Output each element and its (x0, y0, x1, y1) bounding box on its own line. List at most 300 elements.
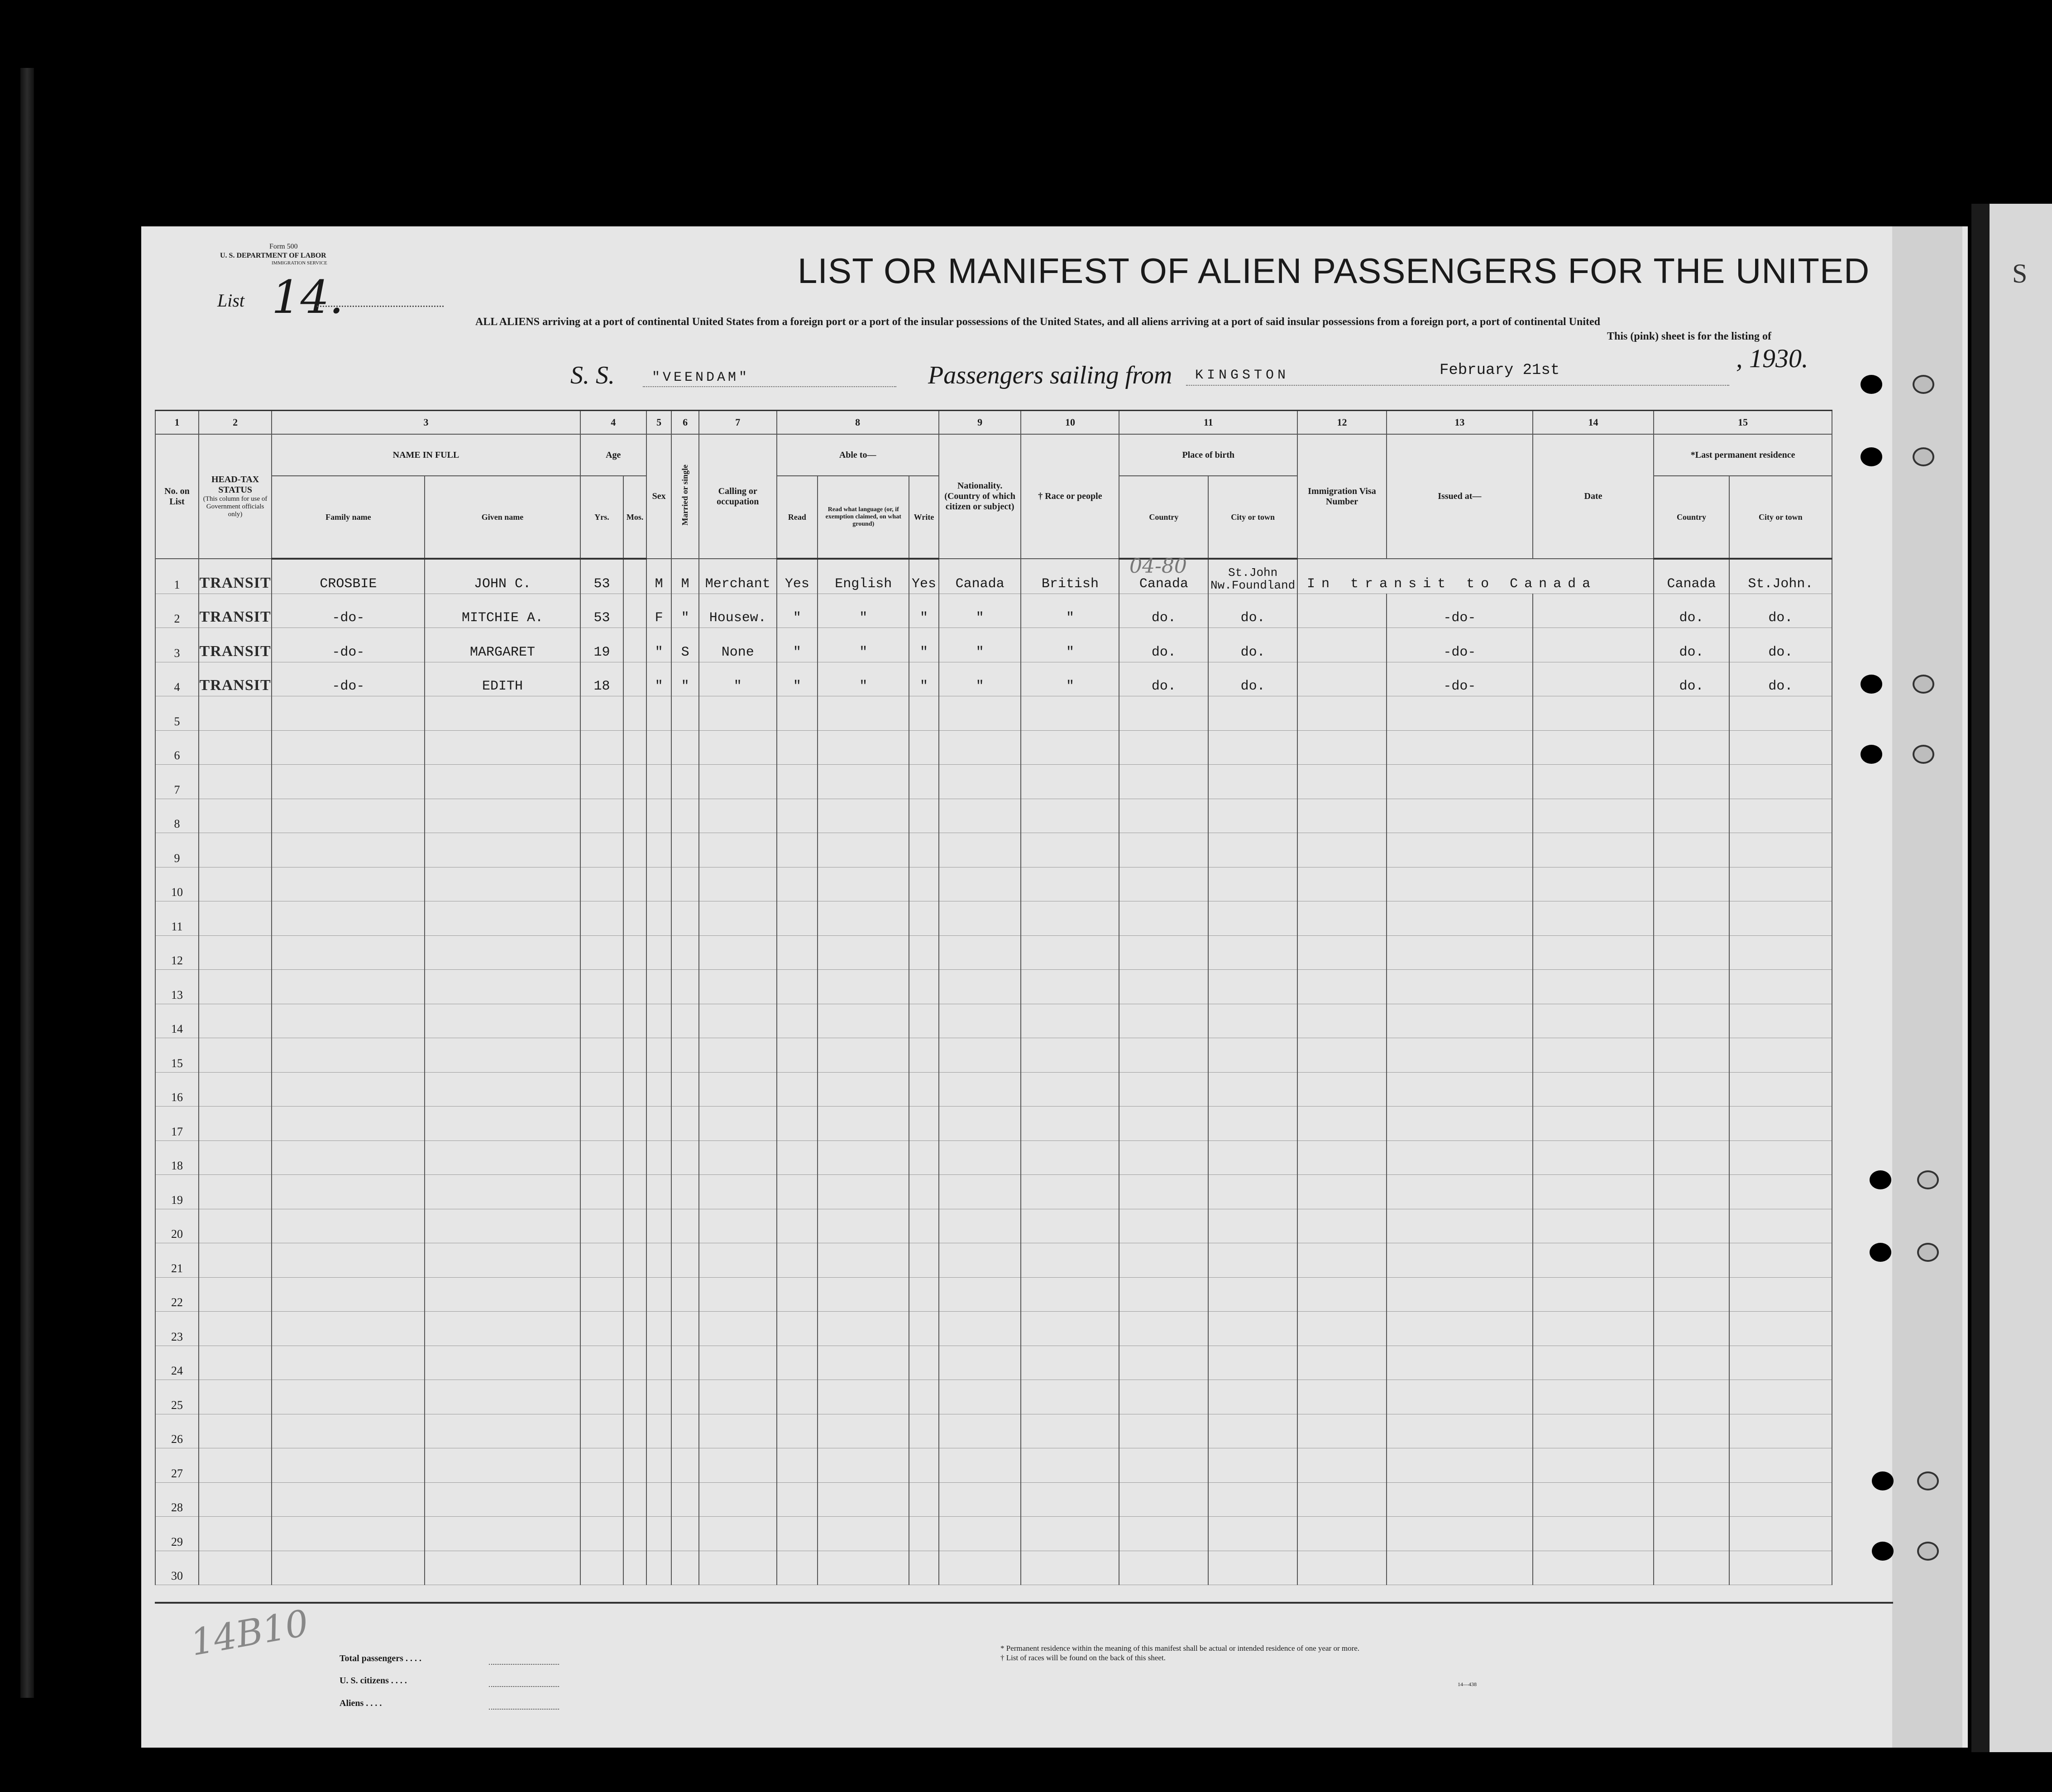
empty-cell (777, 901, 818, 936)
empty-cell (199, 1517, 272, 1551)
empty-cell (199, 1209, 272, 1243)
empty-cell (1654, 935, 1729, 970)
col-num: 3 (272, 411, 580, 435)
empty-cell (1729, 901, 1832, 936)
manifest-table (155, 410, 1832, 1585)
empty-cell (199, 1072, 272, 1107)
empty-cell (623, 730, 646, 765)
col-num: 2 (199, 411, 272, 435)
empty-cell (580, 1209, 624, 1243)
empty-cell (1208, 935, 1297, 970)
empty-cell (1387, 1517, 1533, 1551)
empty-cell (199, 1482, 272, 1517)
table-row (155, 594, 1832, 628)
empty-cell (425, 833, 580, 867)
empty-cell (1387, 730, 1533, 765)
empty-cell (425, 1072, 580, 1107)
can-read: Yes (777, 559, 818, 594)
empty-cell (1208, 1209, 1297, 1243)
list-label: List (217, 290, 245, 311)
empty-cell (671, 1517, 699, 1551)
empty-cell (909, 1414, 939, 1448)
language: " (818, 594, 909, 628)
empty-cell (646, 1346, 672, 1380)
empty-cell (580, 970, 624, 1004)
occupation: Merchant (699, 559, 777, 594)
empty-cell (699, 833, 777, 867)
empty-cell (1387, 1243, 1533, 1278)
empty-cell (1533, 1380, 1654, 1414)
empty-cell (1297, 1551, 1387, 1585)
empty-cell (1021, 970, 1119, 1004)
empty-cell (425, 1448, 580, 1483)
empty-cell (580, 1380, 624, 1414)
empty-cell (199, 765, 272, 799)
empty-cell (1021, 799, 1119, 833)
empty-cell (1119, 1482, 1208, 1517)
language: " (818, 662, 909, 696)
table-row (155, 1004, 1832, 1038)
residence-city: do. (1729, 662, 1832, 696)
empty-cell (646, 1243, 672, 1278)
empty-cell (1119, 1380, 1208, 1414)
empty-cell (425, 901, 580, 936)
empty-cell (1119, 730, 1208, 765)
empty-cell (1297, 1140, 1387, 1175)
empty-cell (1387, 1380, 1533, 1414)
empty-cell (939, 833, 1021, 867)
empty-cell (1119, 1448, 1208, 1483)
family-name: -do- (272, 628, 425, 662)
film-edge (20, 68, 34, 1698)
empty-cell (425, 867, 580, 901)
empty-cell (671, 833, 699, 867)
empty-cell (1208, 1551, 1297, 1585)
empty-cell (1021, 867, 1119, 901)
empty-cell (671, 1209, 699, 1243)
empty-cell (1387, 696, 1533, 731)
empty-cell (623, 935, 646, 970)
empty-cell (1387, 1277, 1533, 1312)
age-years: 53 (580, 594, 624, 628)
empty-cell (272, 1140, 425, 1175)
occupation: Housew. (699, 594, 777, 628)
empty-cell (939, 1482, 1021, 1517)
empty-cell (777, 867, 818, 901)
empty-cell (1729, 1209, 1832, 1243)
race: " (1021, 594, 1119, 628)
empty-cell (1729, 1380, 1832, 1414)
empty-cell (818, 1209, 909, 1243)
visa-number (1297, 594, 1387, 628)
empty-cell (580, 1004, 624, 1038)
empty-cell (939, 1346, 1021, 1380)
empty-cell (671, 799, 699, 833)
col-num: 4 (580, 411, 646, 435)
empty-cell (1729, 1414, 1832, 1448)
empty-cell (425, 970, 580, 1004)
empty-cell (699, 1175, 777, 1209)
empty-cell (939, 1277, 1021, 1312)
empty-cell (1729, 1551, 1832, 1585)
empty-cell (1119, 1140, 1208, 1175)
empty-cell (1021, 1072, 1119, 1107)
empty-cell (699, 1517, 777, 1551)
empty-cell (909, 696, 939, 731)
empty-cell (939, 970, 1021, 1004)
empty-cell (1297, 901, 1387, 936)
empty-cell (1119, 1414, 1208, 1448)
empty-cell (199, 970, 272, 1004)
empty-cell (1387, 1346, 1533, 1380)
empty-cell (1119, 1175, 1208, 1209)
table-row (155, 833, 1832, 867)
sex: F (646, 594, 672, 628)
empty-cell (1533, 1243, 1654, 1278)
empty-cell (671, 1107, 699, 1141)
empty-cell (425, 935, 580, 970)
empty-cell (671, 970, 699, 1004)
table-row (155, 662, 1832, 696)
table-row (155, 1107, 1832, 1141)
empty-cell (425, 1175, 580, 1209)
calling-header: Calling or occupation (699, 434, 777, 559)
empty-cell (425, 1209, 580, 1243)
empty-cell (1021, 1175, 1119, 1209)
empty-cell (699, 765, 777, 799)
row-number: 30 (155, 1551, 199, 1585)
empty-cell (623, 901, 646, 936)
empty-cell (777, 1380, 818, 1414)
empty-cell (1297, 1107, 1387, 1141)
age-years: 53 (580, 559, 624, 594)
empty-cell (1533, 1209, 1654, 1243)
empty-cell (1533, 1346, 1654, 1380)
race-header: † Race or people (1021, 434, 1119, 559)
row-number: 18 (155, 1140, 199, 1175)
empty-cell (909, 901, 939, 936)
visa-date (1533, 594, 1654, 628)
empty-cell (818, 901, 909, 936)
total-passengers-line (489, 1664, 559, 1665)
empty-cell (580, 799, 624, 833)
empty-cell (909, 1072, 939, 1107)
empty-cell (939, 1380, 1021, 1414)
empty-cell (671, 1277, 699, 1312)
empty-cell (1387, 833, 1533, 867)
empty-cell (1729, 1004, 1832, 1038)
empty-cell (939, 1072, 1021, 1107)
us-citizens-label: U. S. citizens . . . . (340, 1676, 407, 1686)
age-months (623, 662, 646, 696)
empty-cell (646, 1380, 672, 1414)
table-row (155, 765, 1832, 799)
empty-cell (699, 696, 777, 731)
empty-cell (699, 1209, 777, 1243)
empty-cell (1297, 799, 1387, 833)
row-number: 15 (155, 1038, 199, 1073)
empty-cell (1533, 1482, 1654, 1517)
row-number: 2 (155, 594, 199, 628)
empty-cell (272, 1517, 425, 1551)
races-footnote: † List of races will be found on the back of this sheet. (1000, 1653, 1166, 1662)
row-number: 27 (155, 1448, 199, 1483)
empty-cell (272, 1004, 425, 1038)
empty-cell (272, 799, 425, 833)
table-row (155, 901, 1832, 936)
can-read: " (777, 594, 818, 628)
empty-cell (699, 1243, 777, 1278)
empty-cell (777, 1482, 818, 1517)
empty-cell (699, 1277, 777, 1312)
married-status: S (671, 628, 699, 662)
empty-cell (272, 1072, 425, 1107)
empty-cell (199, 1140, 272, 1175)
empty-cell (1654, 730, 1729, 765)
empty-cell (272, 1209, 425, 1243)
empty-cell (1119, 696, 1208, 731)
empty-cell (623, 1312, 646, 1346)
ss-label: S. S. (570, 361, 615, 389)
occupation: None (699, 628, 777, 662)
empty-cell (818, 696, 909, 731)
empty-cell (646, 1140, 672, 1175)
binding-hole-ring (1917, 1542, 1939, 1561)
residence-city: do. (1729, 628, 1832, 662)
date-underline (1186, 385, 1729, 386)
empty-cell (580, 1312, 624, 1346)
binding-hole (1872, 1542, 1894, 1561)
empty-cell (623, 799, 646, 833)
empty-cell (646, 1517, 672, 1551)
empty-cell (818, 1346, 909, 1380)
table-row (155, 1414, 1832, 1448)
empty-cell (909, 935, 939, 970)
row-number: 21 (155, 1243, 199, 1278)
empty-cell (1297, 1312, 1387, 1346)
age-years: 18 (580, 662, 624, 696)
total-passengers-label: Total passengers . . . . (340, 1653, 421, 1663)
empty-cell (1021, 730, 1119, 765)
empty-cell (272, 935, 425, 970)
empty-cell (580, 833, 624, 867)
empty-cell (425, 1038, 580, 1073)
empty-cell (1021, 935, 1119, 970)
service-name: IMMIGRATION SERVICE (272, 260, 327, 266)
empty-cell (623, 1140, 646, 1175)
empty-cell (1387, 1482, 1533, 1517)
col-num: 12 (1297, 411, 1387, 435)
empty-cell (1208, 696, 1297, 731)
empty-cell (699, 1346, 777, 1380)
empty-cell (699, 1107, 777, 1141)
family-name: CROSBIE (272, 559, 425, 594)
empty-cell (1208, 1004, 1297, 1038)
empty-cell (1387, 799, 1533, 833)
empty-cell (1021, 1346, 1119, 1380)
can-read: " (777, 628, 818, 662)
empty-cell (425, 696, 580, 731)
residence-country: do. (1654, 628, 1729, 662)
empty-cell (1654, 1038, 1729, 1073)
given-name: EDITH (425, 662, 580, 696)
empty-cell (1297, 730, 1387, 765)
row-number: 17 (155, 1107, 199, 1141)
empty-cell (623, 1414, 646, 1448)
empty-cell (1119, 1346, 1208, 1380)
empty-cell (699, 1072, 777, 1107)
table-row (155, 970, 1832, 1004)
empty-cell (425, 1380, 580, 1414)
empty-cell (623, 1482, 646, 1517)
next-sheet-edge (1971, 204, 2052, 1752)
empty-cell (909, 1551, 939, 1585)
empty-cell (199, 833, 272, 867)
empty-cell (1119, 901, 1208, 936)
empty-cell (425, 1004, 580, 1038)
empty-cell (1119, 833, 1208, 867)
empty-cell (777, 1140, 818, 1175)
empty-cell (425, 1140, 580, 1175)
empty-cell (1654, 1414, 1729, 1448)
empty-cell (909, 867, 939, 901)
empty-cell (939, 901, 1021, 936)
birth-country: do. (1119, 628, 1208, 662)
empty-cell (272, 696, 425, 731)
department-name: U. S. DEPARTMENT OF LABOR (220, 252, 326, 259)
head-tax-stamp: TRANSIT (199, 662, 272, 696)
empty-cell (818, 1448, 909, 1483)
table-row (155, 1038, 1832, 1073)
empty-cell (818, 833, 909, 867)
age-months (623, 594, 646, 628)
given-name-header: Given name (425, 476, 580, 559)
empty-cell (1533, 1312, 1654, 1346)
empty-cell (909, 1448, 939, 1483)
empty-cell (1729, 1482, 1832, 1517)
row-number: 22 (155, 1277, 199, 1312)
empty-cell (909, 1243, 939, 1278)
empty-cell (699, 935, 777, 970)
empty-cell (909, 1312, 939, 1346)
race: " (1021, 628, 1119, 662)
sheet-shadow (1971, 204, 1990, 1752)
empty-cell (939, 867, 1021, 901)
empty-cell (199, 901, 272, 936)
empty-cell (1387, 1312, 1533, 1346)
empty-cell (1297, 1072, 1387, 1107)
empty-cell (699, 901, 777, 936)
empty-cell (1119, 1072, 1208, 1107)
header-row-1 (155, 434, 1832, 476)
row-number: 28 (155, 1482, 199, 1517)
handwritten-birth-note: 04-80 (1129, 555, 1187, 578)
empty-cell (909, 1175, 939, 1209)
col-num: 6 (671, 411, 699, 435)
empty-cell (1654, 901, 1729, 936)
date-header: Date (1533, 434, 1654, 559)
empty-cell (1021, 1414, 1119, 1448)
empty-cell (199, 935, 272, 970)
empty-cell (272, 1551, 425, 1585)
empty-cell (1021, 1140, 1119, 1175)
empty-cell (1297, 1380, 1387, 1414)
empty-cell (580, 901, 624, 936)
empty-cell (1021, 696, 1119, 731)
empty-cell (425, 765, 580, 799)
binding-hole (1870, 1243, 1891, 1262)
empty-cell (777, 765, 818, 799)
sailing-year: , 1930. (1736, 344, 1808, 373)
married-label: Married or single (680, 465, 690, 526)
empty-cell (671, 901, 699, 936)
race: " (1021, 662, 1119, 696)
empty-cell (1021, 1038, 1119, 1073)
empty-cell (580, 935, 624, 970)
empty-cell (777, 970, 818, 1004)
empty-cell (623, 867, 646, 901)
empty-cell (1387, 1209, 1533, 1243)
empty-cell (1297, 1414, 1387, 1448)
table-row (155, 1346, 1832, 1380)
empty-cell (580, 1346, 624, 1380)
binding-hole-ring (1917, 1471, 1939, 1490)
empty-cell (1387, 867, 1533, 901)
row-number: 5 (155, 696, 199, 731)
empty-cell (1387, 1004, 1533, 1038)
empty-cell (909, 1209, 939, 1243)
empty-cell (425, 730, 580, 765)
empty-cell (1208, 1072, 1297, 1107)
empty-cell (646, 833, 672, 867)
can-write: " (909, 662, 939, 696)
married-header (671, 434, 699, 559)
form-number: Form 500 (269, 243, 298, 250)
sex: M (646, 559, 672, 594)
empty-cell (1208, 765, 1297, 799)
empty-cell (1021, 1551, 1119, 1585)
given-name: MARGARET (425, 628, 580, 662)
empty-cell (272, 1243, 425, 1278)
empty-cell (1654, 970, 1729, 1004)
empty-cell (1654, 1107, 1729, 1141)
visa-number (1297, 662, 1387, 696)
col-num: 9 (939, 411, 1021, 435)
col-num: 13 (1387, 411, 1533, 435)
empty-cell (1729, 1038, 1832, 1073)
empty-cell (699, 730, 777, 765)
empty-cell (1533, 1517, 1654, 1551)
empty-cell (199, 1004, 272, 1038)
sex: " (646, 628, 672, 662)
row-number: 29 (155, 1517, 199, 1551)
empty-cell (646, 1312, 672, 1346)
empty-rows (155, 696, 1832, 1585)
empty-cell (699, 1380, 777, 1414)
empty-cell (623, 1175, 646, 1209)
head-tax-title: HEAD-TAX STATUS (211, 474, 259, 495)
empty-cell (623, 970, 646, 1004)
nationality: " (939, 662, 1021, 696)
empty-cell (1654, 1517, 1729, 1551)
empty-cell (1119, 1038, 1208, 1073)
empty-cell (646, 970, 672, 1004)
empty-cell (699, 1482, 777, 1517)
empty-cell (1208, 1482, 1297, 1517)
empty-cell (1297, 970, 1387, 1004)
empty-cell (1297, 1482, 1387, 1517)
empty-cell (623, 696, 646, 731)
